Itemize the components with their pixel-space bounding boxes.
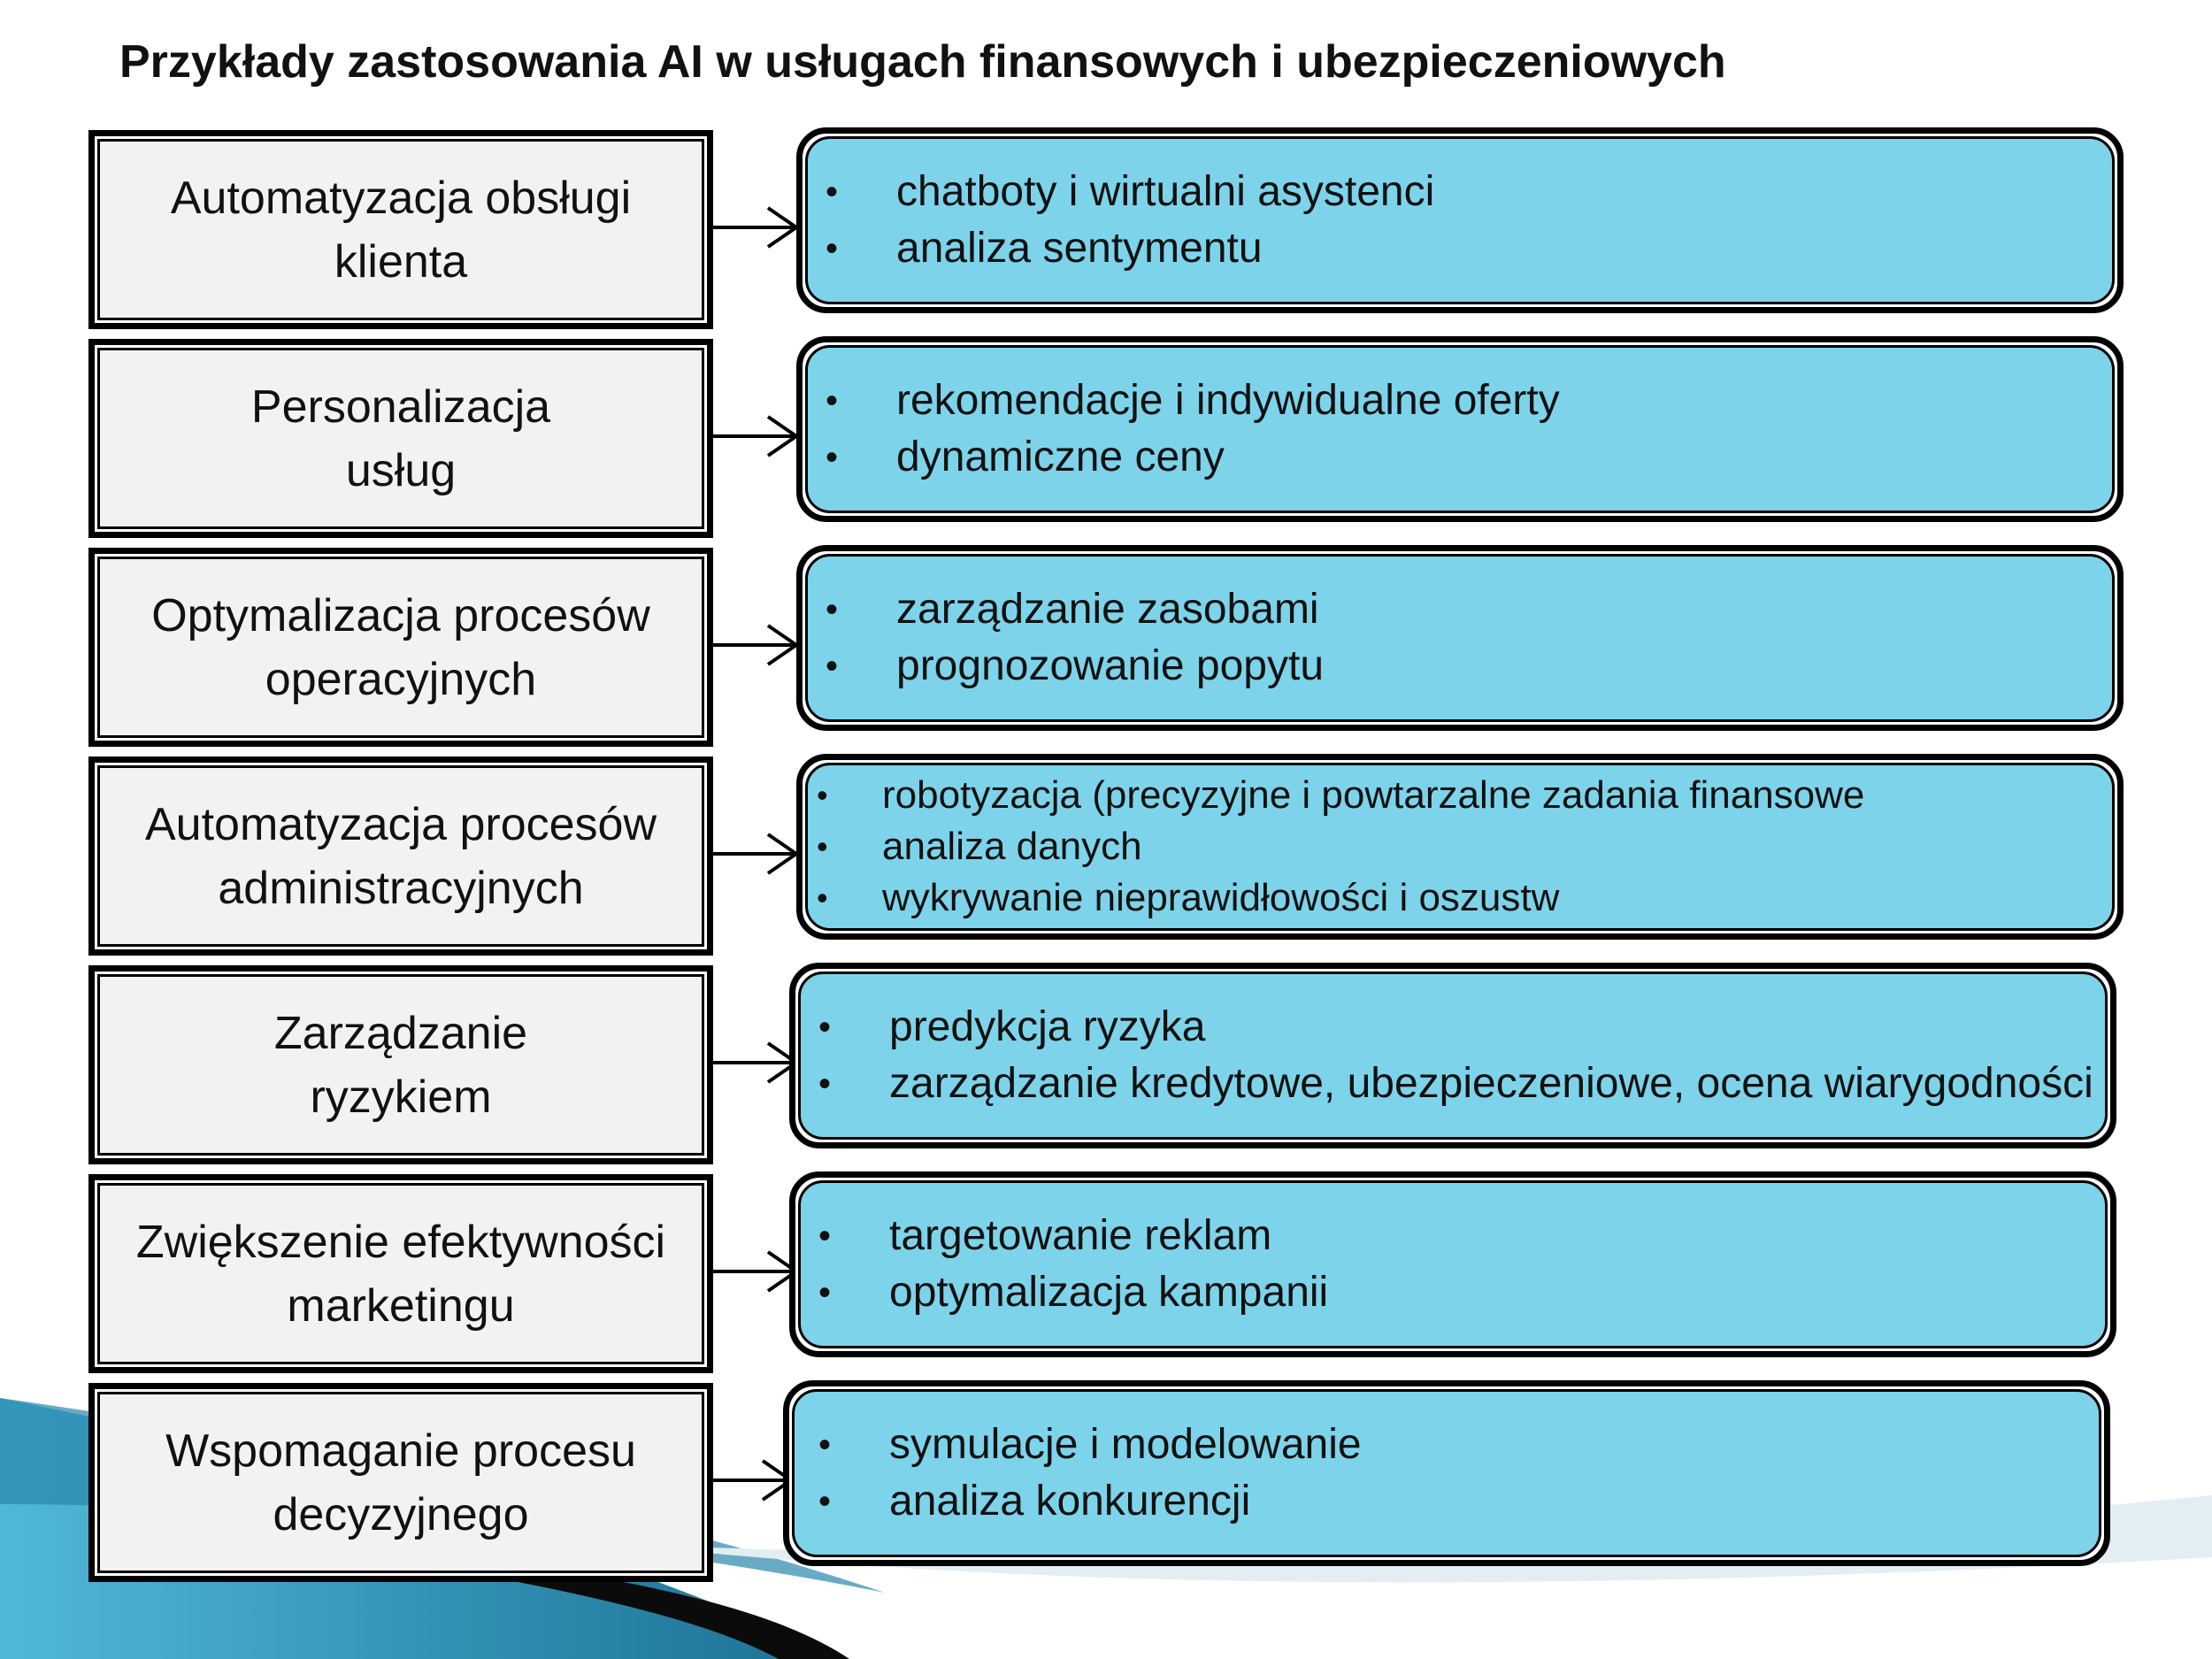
arrow-right-icon bbox=[713, 183, 802, 272]
bullet-icon: • bbox=[818, 1008, 832, 1047]
category-label: Zwiększenie efektywności marketingu bbox=[135, 1216, 666, 1332]
bullet-icon: • bbox=[817, 777, 828, 813]
category-label: Automatyzacja obsługi klienta bbox=[170, 172, 632, 288]
bullet-icon: • bbox=[826, 229, 839, 268]
list-item: • optymalizacja kampanii bbox=[818, 1264, 2105, 1321]
list-item: • wykrywanie nieprawidłowości i oszustw bbox=[817, 872, 2112, 924]
category-label: Zarządzanie ryzykiem bbox=[273, 1007, 528, 1123]
category-box bbox=[88, 339, 713, 538]
list-item: • robotyzacja (precyzyjne i powtarzalne zadania finansowe bbox=[817, 770, 2112, 821]
category-label: Optymalizacja procesów operacyjnych bbox=[151, 589, 650, 705]
arrow-right-icon bbox=[713, 810, 802, 898]
list-item: • analiza danych bbox=[817, 821, 2112, 872]
bullet-icon: • bbox=[818, 1273, 832, 1312]
category-label: Wspomaganie procesu decyzyjnego bbox=[165, 1425, 636, 1540]
list-item: • chatboty i wirtualni asystenci bbox=[826, 164, 2112, 220]
category-box bbox=[88, 1174, 713, 1373]
bullet-icon: • bbox=[818, 1217, 832, 1256]
list-item: • targetowanie reklam bbox=[818, 1208, 2105, 1264]
list-item: • zarządzanie zasobami bbox=[826, 581, 2112, 638]
items-box bbox=[796, 336, 2124, 522]
category-box bbox=[88, 757, 713, 956]
list-item: • symulacje i modelowanie bbox=[818, 1417, 2099, 1473]
bullet-icon: • bbox=[818, 1482, 832, 1521]
items-box bbox=[789, 963, 2116, 1148]
items-box bbox=[796, 754, 2124, 940]
category-label: Personalizacja usług bbox=[250, 380, 551, 496]
items-box bbox=[783, 1380, 2110, 1566]
list-item: • predykcja ryzyka bbox=[818, 999, 2105, 1056]
arrow-right-icon bbox=[713, 1018, 802, 1107]
category-box bbox=[88, 130, 713, 329]
items-box bbox=[796, 127, 2124, 313]
arrow-right-icon bbox=[713, 601, 802, 689]
bullet-icon: • bbox=[826, 173, 839, 211]
arrow-right-icon bbox=[713, 1227, 802, 1316]
list-item: • analiza sentymentu bbox=[826, 220, 2112, 277]
items-box bbox=[796, 545, 2124, 731]
list-item: • dynamiczne ceny bbox=[826, 429, 2112, 486]
page-title: Przykłady zastosowania AI w usługach finansowych i ubezpieczeniowych bbox=[119, 36, 1726, 88]
arrow-right-icon bbox=[713, 392, 802, 480]
bullet-icon: • bbox=[826, 438, 839, 477]
category-box bbox=[88, 965, 713, 1164]
category-box bbox=[88, 548, 713, 747]
bullet-icon: • bbox=[818, 1064, 832, 1103]
bullet-icon: • bbox=[817, 879, 828, 916]
bullet-icon: • bbox=[818, 1425, 832, 1464]
items-box bbox=[789, 1171, 2116, 1357]
list-item: • rekomendacje i indywidualne oferty bbox=[826, 373, 2112, 429]
bullet-icon: • bbox=[826, 381, 839, 420]
bullet-icon: • bbox=[826, 590, 839, 629]
category-label: Automatyzacja procesów administracyjnych bbox=[144, 798, 657, 914]
list-item: • analiza konkurencji bbox=[818, 1473, 2099, 1530]
list-item: • zarządzanie kredytowe, ubezpieczeniowe, ocena wiarygodności bbox=[818, 1056, 2105, 1112]
list-item: • prognozowanie popytu bbox=[826, 638, 2112, 695]
bullet-icon: • bbox=[817, 828, 828, 864]
bullet-icon: • bbox=[826, 647, 839, 686]
category-box bbox=[88, 1383, 713, 1582]
